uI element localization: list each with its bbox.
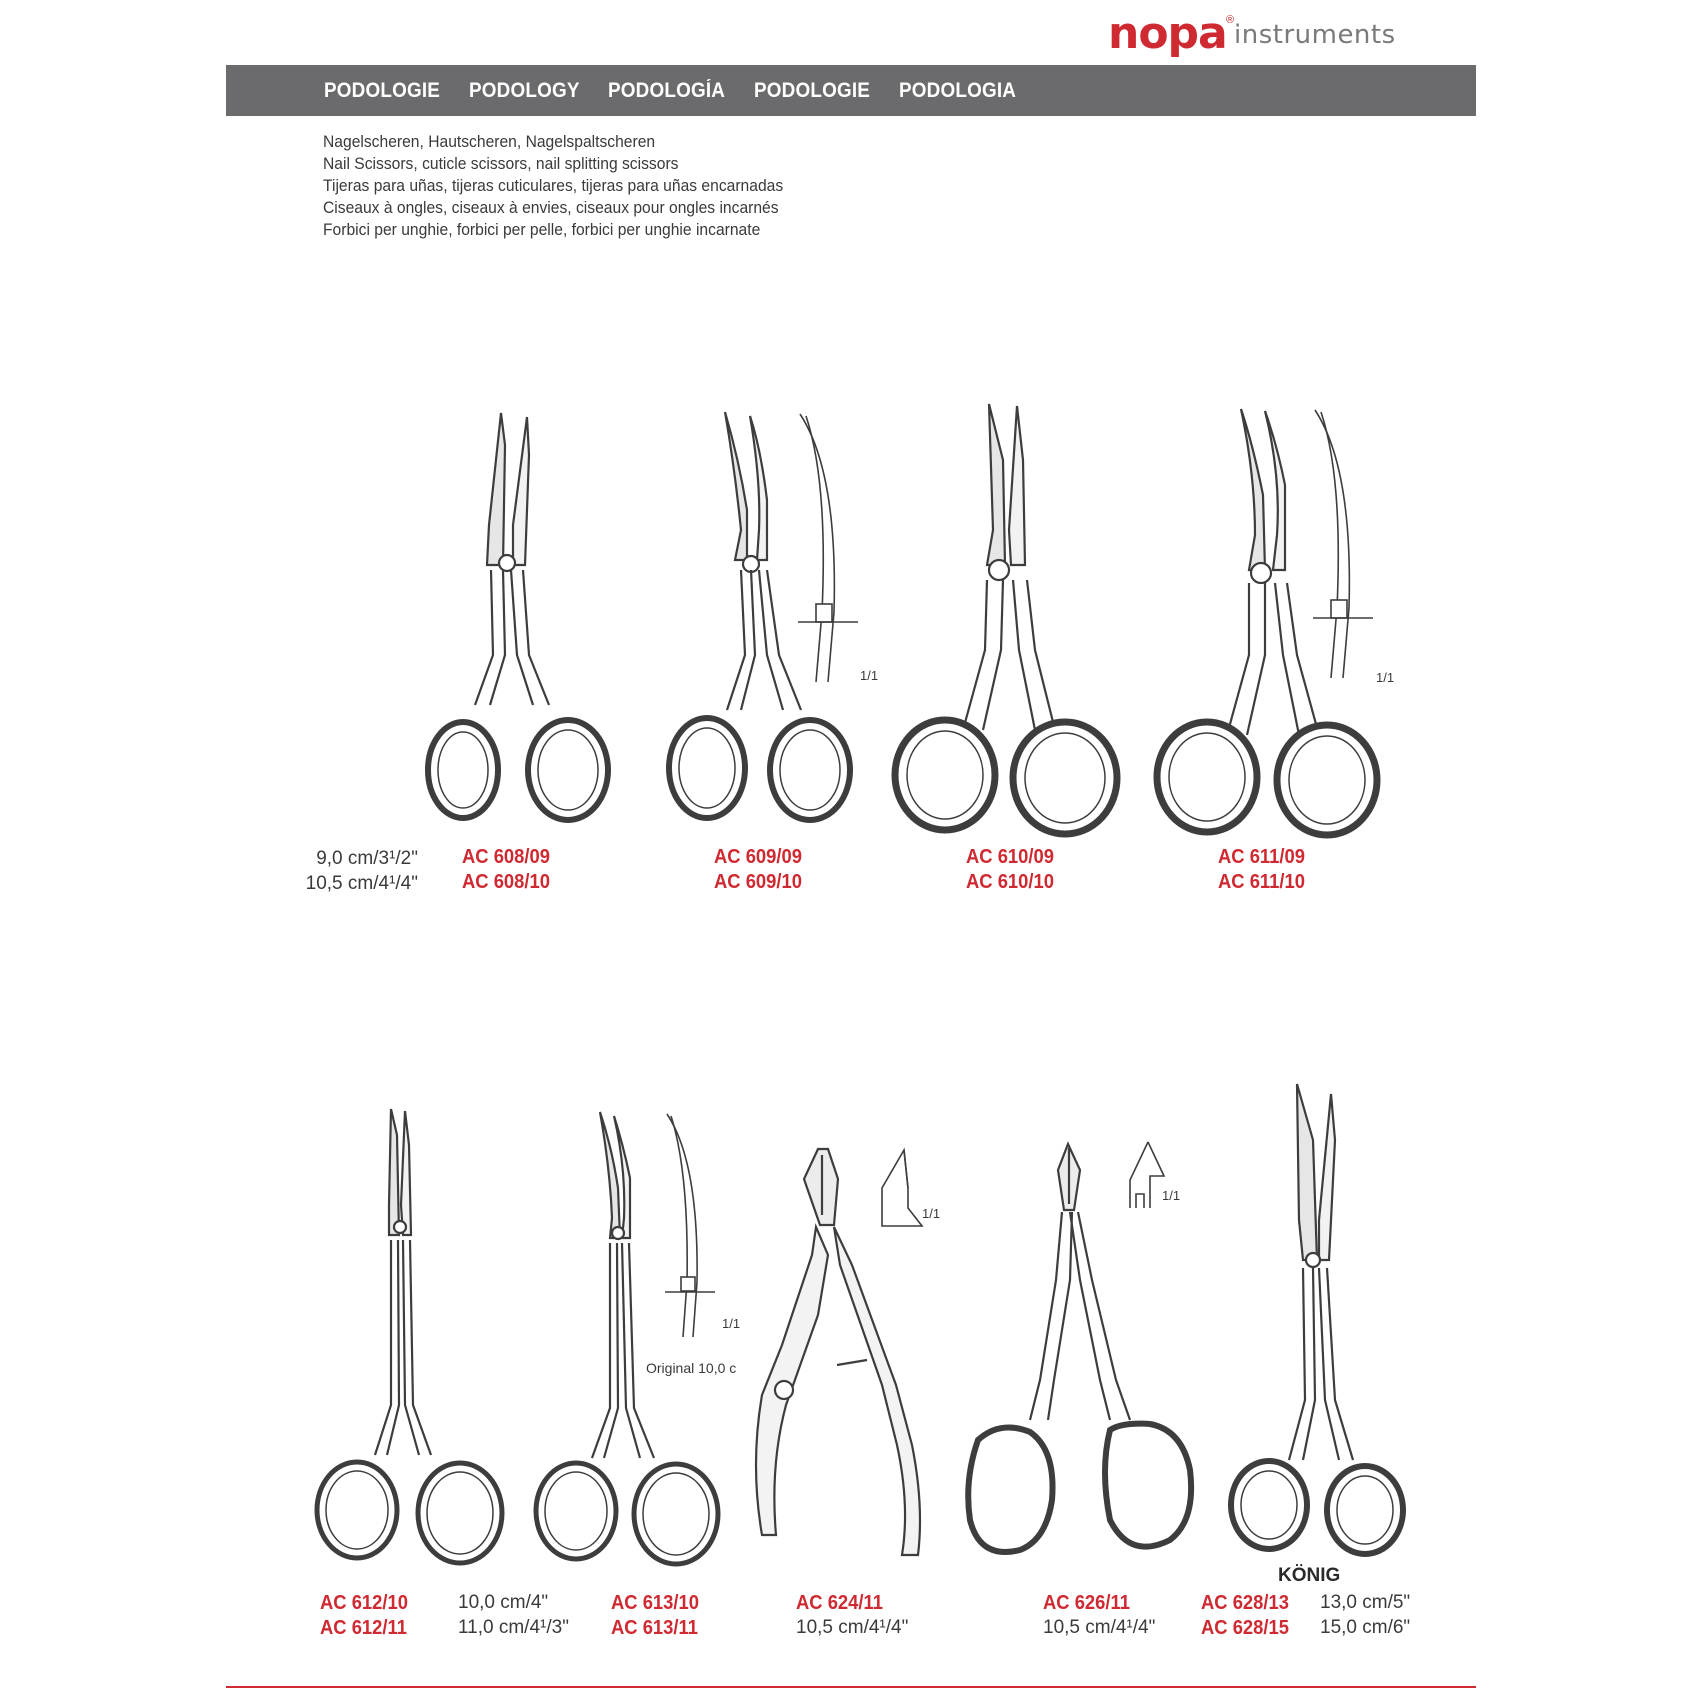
brand-registered-mark: ® [1226, 14, 1235, 26]
product-code-ac624-11: AC 624/11 [796, 1592, 883, 1614]
product-code-ac613-10: AC 613/10 [611, 1592, 699, 1614]
koenig-label: KÖNIG [1278, 1565, 1341, 1586]
scissors-ac613-side-detail [665, 1112, 715, 1342]
banner-title-fr: PODOLOGIE [754, 78, 871, 102]
size-ac628-15: 15,0 cm/6" [1320, 1617, 1411, 1638]
original-size-note: Original 10,0 c [646, 1360, 737, 1376]
scissors-ac609-side-detail [798, 412, 858, 692]
description-fr: Ciseaux à ongles, ciseaux à envies, ciseaux pour ongles incarnés [323, 198, 779, 217]
row1-size-2: 10,5 cm/4¹/4" [305, 873, 418, 894]
brand-tagline: instruments [1234, 20, 1396, 50]
description-en: Nail Scissors, cuticle scissors, nail splitting scissors [323, 154, 679, 173]
product-code-ac610-10: AC 610/10 [966, 871, 1054, 893]
description-de: Nagelscheren, Hautscheren, Nagelspaltscheren [323, 132, 656, 151]
product-code-ac613-11: AC 613/11 [611, 1617, 698, 1639]
scissors-ac610-image [885, 400, 1125, 830]
scale-label-ac613: 1/1 [722, 1316, 741, 1331]
nail-splitting-scissors-ac626-image [960, 1140, 1220, 1570]
product-code-ac608-09: AC 608/09 [462, 846, 550, 868]
category-description [323, 131, 823, 241]
product-code-ac612-10: AC 612/10 [320, 1592, 408, 1614]
product-code-ac612-11: AC 612/11 [320, 1617, 407, 1639]
size-ac612-11: 11,0 cm/4¹/3" [458, 1617, 569, 1638]
size-ac626-11: 10,5 cm/4¹/4" [1043, 1617, 1156, 1638]
product-code-ac611-10: AC 611/10 [1218, 871, 1305, 893]
product-code-ac610-09: AC 610/09 [966, 846, 1054, 868]
row1-size-1: 9,0 cm/3¹/2" [316, 848, 418, 869]
banner-title-it: PODOLOGIA [899, 78, 1017, 102]
size-ac612-10: 10,0 cm/4" [458, 1592, 549, 1613]
scissors-ac611-side-detail [1313, 408, 1373, 688]
product-code-ac611-09: AC 611/09 [1218, 846, 1305, 868]
scale-label-ac611: 1/1 [1376, 670, 1395, 685]
product-code-ac628-15: AC 628/15 [1201, 1617, 1289, 1639]
description-es: Tijeras para uñas, tijeras cuticulares, tijeras para uñas encarnadas [323, 176, 784, 195]
scissors-ac612-image [305, 1105, 515, 1565]
banner-title-de: PODOLOGIE [324, 78, 441, 102]
banner-title-en: PODOLOGY [468, 78, 580, 102]
scissors-ac628-koenig-image [1215, 1080, 1415, 1570]
footer-divider [226, 1686, 1476, 1688]
scissors-ac608-image [415, 405, 615, 825]
banner-title-es: PODOLOGÍA [607, 78, 726, 102]
category-banner [226, 65, 1476, 116]
product-code-ac608-10: AC 608/10 [462, 871, 550, 893]
product-code-ac628-13: AC 628/13 [1201, 1592, 1289, 1614]
brand-name: nopa [1108, 8, 1227, 59]
product-code-ac626-11: AC 626/11 [1043, 1592, 1130, 1614]
size-ac628-13: 13,0 cm/5" [1320, 1592, 1411, 1613]
scale-label-ac624: 1/1 [922, 1206, 941, 1221]
scale-label-ac609: 1/1 [860, 668, 879, 683]
scale-label-ac626: 1/1 [1162, 1188, 1181, 1203]
product-code-ac609-09: AC 609/09 [714, 846, 802, 868]
brand-logo [1108, 8, 1408, 60]
size-ac624-11: 10,5 cm/4¹/4" [796, 1617, 909, 1638]
product-code-ac609-10: AC 609/10 [714, 871, 802, 893]
description-it: Forbici per unghie, forbici per pelle, forbici per unghie incarnate [323, 220, 761, 239]
